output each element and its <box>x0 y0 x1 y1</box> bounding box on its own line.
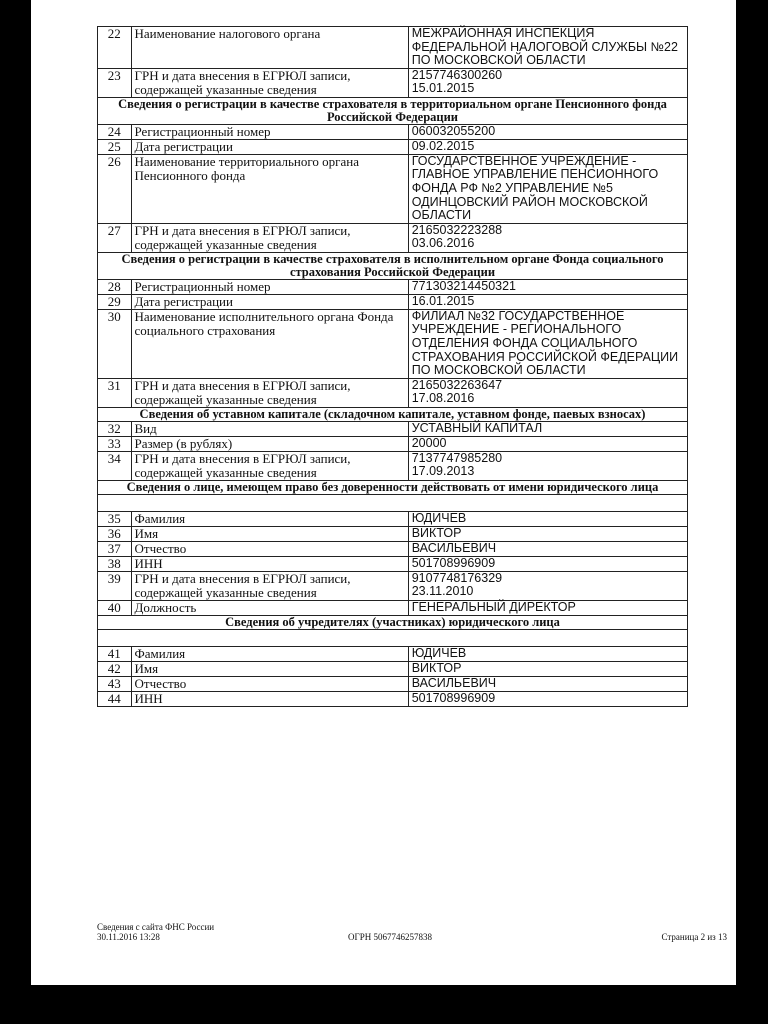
field-value: 9107748176329 23.11.2010 <box>408 571 687 600</box>
field-label: ГРН и дата внесения в ЕГРЮЛ записи, содержащей указанные сведения <box>131 571 408 600</box>
field-value: 2165032223288 03.06.2016 <box>408 223 687 252</box>
field-label: Регистрационный номер <box>131 279 408 294</box>
table-row <box>98 421 688 436</box>
field-label: ИНН <box>131 556 408 571</box>
field-value: ЮДИЧЕВ <box>408 646 687 661</box>
section-title: Сведения о регистрации в качестве страхователя в исполнительном органе Фонда социального страхования Российской Федерации <box>98 252 688 279</box>
table-row <box>98 154 688 223</box>
row-number: 43 <box>98 676 132 691</box>
field-value: 20000 <box>408 436 687 451</box>
footer-ogrn: ОГРН 5067746257838 <box>348 932 432 942</box>
field-value: ЮДИЧЕВ <box>408 511 687 526</box>
row-number: 37 <box>98 541 132 556</box>
section-title: Сведения о лице, имеющем право без доверенности действовать от имени юридического лица <box>98 480 688 494</box>
table-row <box>98 571 688 600</box>
field-label: ИНН <box>131 691 408 706</box>
field-value: 501708996909 <box>408 556 687 571</box>
table-row <box>98 691 688 706</box>
table-row <box>98 511 688 526</box>
field-value: 09.02.2015 <box>408 139 687 154</box>
document-page <box>31 0 736 985</box>
field-label: Наименование территориального органа Пенсионного фонда <box>131 154 408 223</box>
footer-source-block <box>97 922 214 942</box>
row-number: 28 <box>98 279 132 294</box>
row-number: 41 <box>98 646 132 661</box>
table-row <box>98 600 688 615</box>
table-row <box>98 526 688 541</box>
row-number: 40 <box>98 600 132 615</box>
field-label: Наименование исполнительного органа Фонда социального страхования <box>131 309 408 378</box>
field-label: ГРН и дата внесения в ЕГРЮЛ записи, содержащей указанные сведения <box>131 378 408 407</box>
field-value: 2157746300260 15.01.2015 <box>408 68 687 97</box>
field-label: Наименование налогового органа <box>131 27 408 69</box>
table-row <box>98 661 688 676</box>
field-value: ГОСУДАРСТВЕННОЕ УЧРЕЖДЕНИЕ - ГЛАВНОЕ УПРАВЛЕНИЕ ПЕНСИОННОГО ФОНДА РФ №2 УПРАВЛЕНИЕ №5 ОДИНЦОВСКИЙ РАЙОН МОСКОВСКОЙ ОБЛАСТИ <box>408 154 687 223</box>
field-value: 771303214450321 <box>408 279 687 294</box>
field-label: Фамилия <box>131 511 408 526</box>
field-label: Фамилия <box>131 646 408 661</box>
field-label: Регистрационный номер <box>131 124 408 139</box>
row-number: 38 <box>98 556 132 571</box>
row-number: 44 <box>98 691 132 706</box>
table-row <box>98 676 688 691</box>
row-number: 39 <box>98 571 132 600</box>
field-value: МЕЖРАЙОННАЯ ИНСПЕКЦИЯ ФЕДЕРАЛЬНОЙ НАЛОГОВОЙ СЛУЖБЫ №22 ПО МОСКОВСКОЙ ОБЛАСТИ <box>408 27 687 69</box>
table-row <box>98 378 688 407</box>
table-row <box>98 646 688 661</box>
field-label: Вид <box>131 421 408 436</box>
row-number: 22 <box>98 27 132 69</box>
table-row <box>98 541 688 556</box>
field-value: 060032055200 <box>408 124 687 139</box>
blank-row <box>98 629 688 646</box>
table-row <box>98 279 688 294</box>
table-row <box>98 294 688 309</box>
section-title: Сведения об уставном капитале (складочном капитале, уставном фонде, паевых взносах) <box>98 407 688 421</box>
row-number: 42 <box>98 661 132 676</box>
row-number: 31 <box>98 378 132 407</box>
field-value: 2165032263647 17.08.2016 <box>408 378 687 407</box>
field-value: ГЕНЕРАЛЬНЫЙ ДИРЕКТОР <box>408 600 687 615</box>
field-label: Размер (в рублях) <box>131 436 408 451</box>
egrul-table <box>97 26 688 707</box>
field-label: ГРН и дата внесения в ЕГРЮЛ записи, содержащей указанные сведения <box>131 451 408 480</box>
footer-page-number: Страница 2 из 13 <box>661 932 727 942</box>
field-label: Имя <box>131 526 408 541</box>
field-value: УСТАВНЫЙ КАПИТАЛ <box>408 421 687 436</box>
row-number: 23 <box>98 68 132 97</box>
footer-source: Сведения с сайта ФНС России <box>97 922 215 932</box>
section-title: Сведения о регистрации в качестве страхователя в территориальном органе Пенсионного фонда Российской Федерации <box>98 97 688 124</box>
field-value: 16.01.2015 <box>408 294 687 309</box>
row-number: 26 <box>98 154 132 223</box>
field-label: ГРН и дата внесения в ЕГРЮЛ записи, содержащей указанные сведения <box>131 223 408 252</box>
row-number: 36 <box>98 526 132 541</box>
footer-datetime: 30.11.2016 13:28 <box>97 932 160 942</box>
section-header-row <box>98 480 688 494</box>
field-label: Дата регистрации <box>131 139 408 154</box>
table-row <box>98 139 688 154</box>
table-row <box>98 436 688 451</box>
field-value: ВАСИЛЬЕВИЧ <box>408 676 687 691</box>
section-header-row <box>98 615 688 629</box>
row-number: 33 <box>98 436 132 451</box>
field-value: 7137747985280 17.09.2013 <box>408 451 687 480</box>
field-label: ГРН и дата внесения в ЕГРЮЛ записи, содержащей указанные сведения <box>131 68 408 97</box>
table-row <box>98 27 688 69</box>
field-label: Дата регистрации <box>131 294 408 309</box>
table-row <box>98 451 688 480</box>
field-value: ВИКТОР <box>408 661 687 676</box>
blank-cell <box>98 494 688 511</box>
row-number: 27 <box>98 223 132 252</box>
row-number: 34 <box>98 451 132 480</box>
row-number: 35 <box>98 511 132 526</box>
section-header-row <box>98 252 688 279</box>
field-value: ФИЛИАЛ №32 ГОСУДАРСТВЕННОЕ УЧРЕЖДЕНИЕ - РЕГИОНАЛЬНОГО ОТДЕЛЕНИЯ ФОНДА СОЦИАЛЬНОГО СТРАХОВАНИЯ РОССИЙСКОЙ ФЕДЕРАЦИИ ПО МОСКОВСКОЙ ОБЛАСТИ <box>408 309 687 378</box>
row-number: 29 <box>98 294 132 309</box>
field-value: ВИКТОР <box>408 526 687 541</box>
blank-cell <box>98 629 688 646</box>
table-row <box>98 223 688 252</box>
table-row <box>98 556 688 571</box>
row-number: 32 <box>98 421 132 436</box>
table-row <box>98 68 688 97</box>
row-number: 24 <box>98 124 132 139</box>
field-label: Отчество <box>131 541 408 556</box>
row-number: 25 <box>98 139 132 154</box>
field-label: Имя <box>131 661 408 676</box>
section-header-row <box>98 97 688 124</box>
field-value: ВАСИЛЬЕВИЧ <box>408 541 687 556</box>
section-title: Сведения об учредителях (участниках) юридического лица <box>98 615 688 629</box>
table-row <box>98 309 688 378</box>
row-number: 30 <box>98 309 132 378</box>
blank-row <box>98 494 688 511</box>
field-value: 501708996909 <box>408 691 687 706</box>
table-row <box>98 124 688 139</box>
section-header-row <box>98 407 688 421</box>
field-label: Должность <box>131 600 408 615</box>
field-label: Отчество <box>131 676 408 691</box>
